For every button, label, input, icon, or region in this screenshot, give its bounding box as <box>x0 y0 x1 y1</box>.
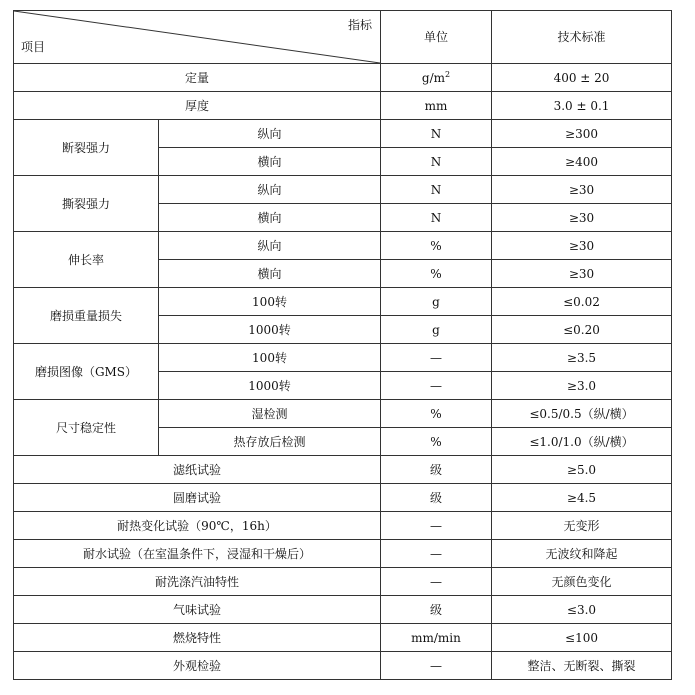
unit-cell: 级 <box>381 456 492 484</box>
item-name-cell: 耐热变化试验（90℃，16h） <box>14 512 381 540</box>
table-row <box>14 512 672 540</box>
unit-cell: % <box>381 428 492 456</box>
unit-cell: 级 <box>381 596 492 624</box>
unit-cell: % <box>381 400 492 428</box>
standard-cell: ≥400 <box>492 148 672 176</box>
unit-cell: N <box>381 204 492 232</box>
table-row <box>14 232 672 260</box>
sub-item-cell: 横向 <box>159 148 381 176</box>
standard-cell: 整洁、无断裂、撕裂 <box>492 652 672 680</box>
unit-cell: — <box>381 540 492 568</box>
standard-cell: ≥30 <box>492 232 672 260</box>
diagonal-header-cell <box>14 11 381 64</box>
standard-cell: ≥30 <box>492 260 672 288</box>
sub-item-cell: 纵向 <box>159 120 381 148</box>
standard-cell: 无变形 <box>492 512 672 540</box>
unit-cell: — <box>381 344 492 372</box>
sub-item-cell: 纵向 <box>159 232 381 260</box>
diagonal-line <box>14 11 380 63</box>
header-row <box>14 11 672 64</box>
unit-cell: % <box>381 232 492 260</box>
group-name-cell: 磨损重量损失 <box>14 288 159 344</box>
standard-cell: ≤0.02 <box>492 288 672 316</box>
table-row <box>14 568 672 596</box>
unit-superscript: 2 <box>445 69 451 79</box>
standard-cell: ≤3.0 <box>492 596 672 624</box>
sub-item-cell: 100转 <box>159 344 381 372</box>
table-row <box>14 624 672 652</box>
unit-cell: % <box>381 260 492 288</box>
standard-cell: 400 ± 20 <box>492 64 672 92</box>
item-name-cell: 耐水试验（在室温条件下，浸湿和干燥后） <box>14 540 381 568</box>
standard-cell: 无波纹和降起 <box>492 540 672 568</box>
standard-cell: ≥30 <box>492 176 672 204</box>
group-name-cell: 尺寸稳定性 <box>14 400 159 456</box>
item-name-cell: 定量 <box>14 64 381 92</box>
unit-cell: — <box>381 512 492 540</box>
group-name-cell: 伸长率 <box>14 232 159 288</box>
group-name-cell: 断裂强力 <box>14 120 159 176</box>
unit-cell: g <box>381 288 492 316</box>
standard-cell: ≤0.5/0.5（纵/横） <box>492 400 672 428</box>
sub-item-cell: 纵向 <box>159 176 381 204</box>
unit-cell: — <box>381 568 492 596</box>
item-name-cell: 圆磨试验 <box>14 484 381 512</box>
item-name-cell: 气味试验 <box>14 596 381 624</box>
table-row <box>14 540 672 568</box>
standard-cell: 无颜色变化 <box>492 568 672 596</box>
standard-cell: ≥30 <box>492 204 672 232</box>
standard-cell: ≥3.5 <box>492 344 672 372</box>
unit-cell: mm <box>381 92 492 120</box>
table-row <box>14 120 672 148</box>
unit-cell: g <box>381 316 492 344</box>
unit-cell: N <box>381 148 492 176</box>
unit-header: 单位 <box>381 11 492 64</box>
standard-cell: ≥4.5 <box>492 484 672 512</box>
standard-cell: ≤100 <box>492 624 672 652</box>
item-name-cell: 厚度 <box>14 92 381 120</box>
standard-cell: ≤1.0/1.0（纵/横） <box>492 428 672 456</box>
standard-cell: ≥3.0 <box>492 372 672 400</box>
standard-cell: 3.0 ± 0.1 <box>492 92 672 120</box>
table-row <box>14 484 672 512</box>
sub-item-cell: 横向 <box>159 260 381 288</box>
sub-item-cell: 热存放后检测 <box>159 428 381 456</box>
standard-header: 技术标准 <box>492 11 672 64</box>
sub-item-cell: 横向 <box>159 204 381 232</box>
table-row <box>14 456 672 484</box>
sub-item-cell: 100转 <box>159 288 381 316</box>
unit-cell: — <box>381 652 492 680</box>
table-row <box>14 92 672 120</box>
standard-cell: ≥5.0 <box>492 456 672 484</box>
item-name-cell: 燃烧特性 <box>14 624 381 652</box>
group-name-cell: 磨损图像（GMS） <box>14 344 159 400</box>
item-label: 项目 <box>21 40 46 54</box>
table-row <box>14 596 672 624</box>
unit-cell: 级 <box>381 484 492 512</box>
unit-cell: N <box>381 120 492 148</box>
spec-table <box>13 10 672 680</box>
item-name-cell: 外观检验 <box>14 652 381 680</box>
standard-cell: ≥300 <box>492 120 672 148</box>
indicator-label: 指标 <box>347 18 372 32</box>
sub-item-cell: 1000转 <box>159 316 381 344</box>
standard-cell: ≤0.20 <box>492 316 672 344</box>
table-row <box>14 288 672 316</box>
table-row <box>14 176 672 204</box>
item-name-cell: 耐洗涤汽油特性 <box>14 568 381 596</box>
unit-cell <box>381 64 492 92</box>
table-row <box>14 400 672 428</box>
group-name-cell: 撕裂强力 <box>14 176 159 232</box>
unit-cell: mm/min <box>381 624 492 652</box>
table-row <box>14 64 672 92</box>
item-name-cell: 滤纸试验 <box>14 456 381 484</box>
unit-base: g/m <box>421 70 445 85</box>
unit-cell: N <box>381 176 492 204</box>
table-row <box>14 344 672 372</box>
table-row <box>14 652 672 680</box>
sub-item-cell: 湿检测 <box>159 400 381 428</box>
sub-item-cell: 1000转 <box>159 372 381 400</box>
unit-cell: — <box>381 372 492 400</box>
